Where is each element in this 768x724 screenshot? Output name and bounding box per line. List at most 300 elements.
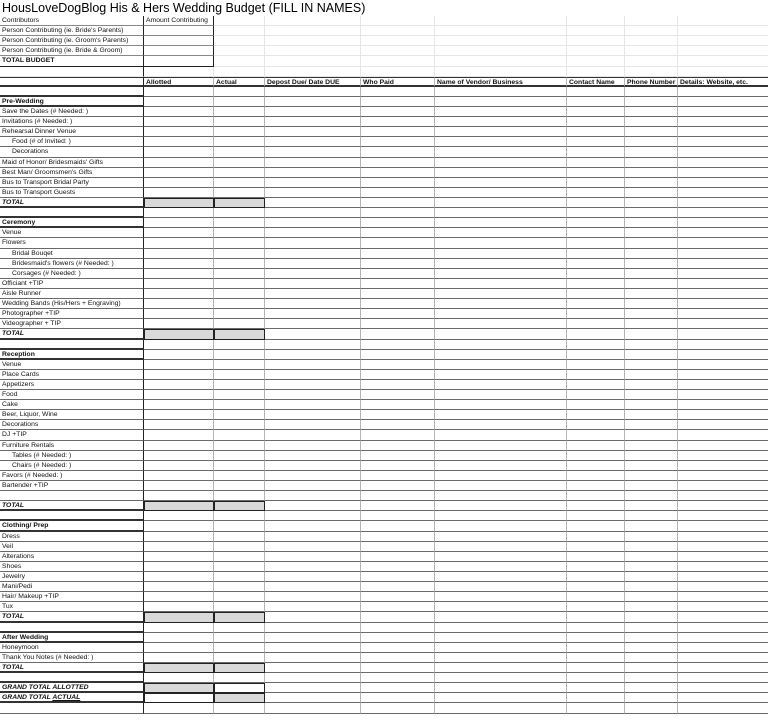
budget-input-cell[interactable]	[678, 127, 768, 137]
budget-input-cell[interactable]	[678, 582, 768, 592]
budget-input-cell[interactable]	[144, 238, 214, 248]
cell-col-2[interactable]	[214, 46, 265, 56]
cell-col-8[interactable]	[678, 56, 768, 66]
cell-col-3[interactable]	[265, 623, 361, 633]
budget-input-cell[interactable]	[214, 259, 265, 269]
cell-col-4[interactable]	[361, 26, 435, 36]
cell-col-6[interactable]	[567, 87, 625, 97]
cell-col-3[interactable]	[265, 663, 361, 673]
budget-input-cell[interactable]	[144, 552, 214, 562]
budget-input-cell[interactable]	[214, 370, 265, 380]
cell-col-8[interactable]	[678, 350, 768, 360]
budget-input-cell[interactable]	[144, 127, 214, 137]
cell-col-6[interactable]	[567, 623, 625, 633]
budget-input-cell[interactable]	[678, 420, 768, 430]
grand-total-actual-label[interactable]	[0, 693, 144, 703]
budget-input-cell[interactable]	[265, 309, 361, 319]
budget-input-cell[interactable]	[265, 572, 361, 582]
budget-input-cell[interactable]	[625, 491, 678, 501]
budget-input-cell[interactable]	[678, 370, 768, 380]
budget-input-cell[interactable]	[435, 481, 567, 491]
budget-input-cell[interactable]	[361, 441, 435, 451]
cell-col-7[interactable]	[625, 501, 678, 511]
budget-input-cell[interactable]	[265, 461, 361, 471]
cell-col-6[interactable]	[567, 633, 625, 643]
cell-col-4[interactable]	[361, 673, 435, 683]
budget-input-cell[interactable]	[265, 542, 361, 552]
budget-input-cell[interactable]	[567, 117, 625, 127]
budget-input-cell[interactable]	[567, 238, 625, 248]
budget-input-cell[interactable]	[678, 643, 768, 653]
budget-input-cell[interactable]	[265, 299, 361, 309]
budget-input-cell[interactable]	[625, 289, 678, 299]
budget-input-cell[interactable]	[144, 461, 214, 471]
budget-input-cell[interactable]	[265, 178, 361, 188]
budget-input-cell[interactable]	[214, 188, 265, 198]
budget-input-cell[interactable]	[678, 168, 768, 178]
cell-col-4[interactable]	[361, 208, 435, 218]
budget-input-cell[interactable]	[144, 137, 214, 147]
budget-item-label[interactable]: Best Man/ Groomsmen's Gifts	[0, 168, 144, 178]
budget-input-cell[interactable]	[144, 299, 214, 309]
cell-col-8[interactable]	[678, 218, 768, 228]
budget-input-cell[interactable]	[625, 542, 678, 552]
budget-input-cell[interactable]	[265, 228, 361, 238]
cell-col-8[interactable]	[678, 208, 768, 218]
cell-col-3[interactable]	[265, 340, 361, 350]
budget-input-cell[interactable]	[144, 491, 214, 501]
cell-col-2[interactable]	[214, 673, 265, 683]
grand-total-allotted-cell[interactable]	[144, 683, 214, 693]
budget-input-cell[interactable]	[567, 269, 625, 279]
budget-input-cell[interactable]	[678, 289, 768, 299]
budget-input-cell[interactable]	[361, 269, 435, 279]
cell-col-5[interactable]	[435, 501, 567, 511]
budget-input-cell[interactable]	[435, 147, 567, 157]
budget-item-label[interactable]: Beer, Liquor, Wine	[0, 410, 144, 420]
budget-input-cell[interactable]	[678, 491, 768, 501]
budget-input-cell[interactable]	[678, 532, 768, 542]
budget-input-cell[interactable]	[361, 491, 435, 501]
budget-input-cell[interactable]	[361, 107, 435, 117]
budget-input-cell[interactable]	[144, 471, 214, 481]
budget-input-cell[interactable]	[435, 653, 567, 663]
budget-input-cell[interactable]	[144, 451, 214, 461]
cell-col-1[interactable]	[144, 703, 214, 713]
budget-input-cell[interactable]	[678, 542, 768, 552]
cell-col-8[interactable]	[678, 26, 768, 36]
budget-input-cell[interactable]	[678, 107, 768, 117]
budget-input-cell[interactable]	[361, 360, 435, 370]
budget-item-label[interactable]: Veil	[0, 542, 144, 552]
budget-input-cell[interactable]	[361, 289, 435, 299]
budget-input-cell[interactable]	[265, 582, 361, 592]
budget-item-label[interactable]: Dress	[0, 532, 144, 542]
budget-input-cell[interactable]	[361, 249, 435, 259]
contributor-label[interactable]: Person Contributing (ie. Groom's Parents)	[0, 36, 144, 46]
budget-input-cell[interactable]	[144, 168, 214, 178]
budget-input-cell[interactable]	[435, 471, 567, 481]
budget-input-cell[interactable]	[678, 552, 768, 562]
budget-input-cell[interactable]	[625, 451, 678, 461]
cell-col-3[interactable]	[265, 350, 361, 360]
budget-input-cell[interactable]	[144, 319, 214, 329]
cell-col-1[interactable]	[144, 340, 214, 350]
cell-col-5[interactable]	[435, 87, 567, 97]
cell-col-0[interactable]	[0, 87, 144, 97]
budget-input-cell[interactable]	[625, 238, 678, 248]
budget-input-cell[interactable]	[265, 481, 361, 491]
cell-col-3[interactable]	[265, 693, 361, 703]
cell-col-6[interactable]	[567, 683, 625, 693]
contributors-header[interactable]: Contributors	[0, 16, 144, 26]
cell-col-0[interactable]	[0, 340, 144, 350]
budget-input-cell[interactable]	[625, 572, 678, 582]
budget-input-cell[interactable]	[625, 117, 678, 127]
budget-input-cell[interactable]	[435, 137, 567, 147]
cell-col-5[interactable]	[435, 329, 567, 339]
budget-input-cell[interactable]	[265, 552, 361, 562]
cell-col-7[interactable]	[625, 663, 678, 673]
budget-input-cell[interactable]	[678, 360, 768, 370]
cell-col-7[interactable]	[625, 350, 678, 360]
cell-col-1[interactable]	[144, 208, 214, 218]
budget-input-cell[interactable]	[678, 410, 768, 420]
budget-input-cell[interactable]	[678, 592, 768, 602]
budget-input-cell[interactable]	[144, 430, 214, 440]
budget-input-cell[interactable]	[435, 410, 567, 420]
cell-col-4[interactable]	[361, 521, 435, 531]
budget-input-cell[interactable]	[625, 107, 678, 117]
budget-input-cell[interactable]	[144, 410, 214, 420]
budget-input-cell[interactable]	[361, 319, 435, 329]
budget-item-label[interactable]: Place Cards	[0, 370, 144, 380]
budget-input-cell[interactable]	[265, 370, 361, 380]
budget-input-cell[interactable]	[567, 188, 625, 198]
budget-input-cell[interactable]	[214, 461, 265, 471]
budget-input-cell[interactable]	[265, 592, 361, 602]
cell-col-8[interactable]	[678, 623, 768, 633]
budget-input-cell[interactable]	[678, 269, 768, 279]
cell-col-3[interactable]	[265, 521, 361, 531]
budget-input-cell[interactable]	[567, 420, 625, 430]
budget-input-cell[interactable]	[214, 592, 265, 602]
budget-input-cell[interactable]	[625, 299, 678, 309]
budget-input-cell[interactable]	[144, 269, 214, 279]
cell-col-3[interactable]	[265, 36, 361, 46]
budget-input-cell[interactable]	[567, 249, 625, 259]
column-header-who-paid[interactable]: Who Paid	[361, 77, 435, 87]
cell-col-4[interactable]	[361, 511, 435, 521]
budget-input-cell[interactable]	[361, 461, 435, 471]
budget-input-cell[interactable]	[361, 178, 435, 188]
cell-col-1[interactable]	[144, 633, 214, 643]
budget-input-cell[interactable]	[567, 228, 625, 238]
cell-col-3[interactable]	[265, 56, 361, 66]
cell-col-1[interactable]	[144, 218, 214, 228]
budget-input-cell[interactable]	[435, 249, 567, 259]
budget-input-cell[interactable]	[361, 188, 435, 198]
budget-input-cell[interactable]	[567, 168, 625, 178]
cell-col-3[interactable]	[265, 673, 361, 683]
budget-input-cell[interactable]	[625, 360, 678, 370]
budget-item-label[interactable]: Officiant +TIP	[0, 279, 144, 289]
budget-input-cell[interactable]	[625, 481, 678, 491]
budget-input-cell[interactable]	[567, 178, 625, 188]
budget-input-cell[interactable]	[435, 238, 567, 248]
budget-item-label[interactable]: Alterations	[0, 552, 144, 562]
cell-col-4[interactable]	[361, 198, 435, 208]
budget-input-cell[interactable]	[625, 643, 678, 653]
cell-col-7[interactable]	[625, 693, 678, 703]
budget-input-cell[interactable]	[435, 370, 567, 380]
budget-input-cell[interactable]	[435, 643, 567, 653]
total-budget-amount-cell[interactable]	[144, 56, 214, 66]
budget-input-cell[interactable]	[214, 410, 265, 420]
budget-input-cell[interactable]	[361, 158, 435, 168]
budget-input-cell[interactable]	[265, 430, 361, 440]
budget-item-label[interactable]: Bus to Transport Guests	[0, 188, 144, 198]
budget-input-cell[interactable]	[144, 178, 214, 188]
budget-input-cell[interactable]	[144, 158, 214, 168]
cell-col-2[interactable]	[214, 208, 265, 218]
budget-input-cell[interactable]	[265, 259, 361, 269]
contributor-amount-cell[interactable]	[144, 46, 214, 56]
budget-input-cell[interactable]	[265, 643, 361, 653]
budget-input-cell[interactable]	[567, 471, 625, 481]
budget-input-cell[interactable]	[214, 107, 265, 117]
budget-input-cell[interactable]	[144, 228, 214, 238]
budget-input-cell[interactable]	[144, 370, 214, 380]
budget-item-label[interactable]: Decorations	[0, 420, 144, 430]
budget-input-cell[interactable]	[678, 471, 768, 481]
budget-input-cell[interactable]	[625, 158, 678, 168]
cell-col-6[interactable]	[567, 521, 625, 531]
budget-input-cell[interactable]	[214, 441, 265, 451]
cell-col-6[interactable]	[567, 67, 625, 77]
budget-input-cell[interactable]	[214, 269, 265, 279]
cell-col-4[interactable]	[361, 623, 435, 633]
cell-col-8[interactable]	[678, 521, 768, 531]
budget-input-cell[interactable]	[567, 653, 625, 663]
cell-col-7[interactable]	[625, 218, 678, 228]
cell-col-4[interactable]	[361, 693, 435, 703]
cell-col-3[interactable]	[265, 16, 361, 26]
cell-col-4[interactable]	[361, 56, 435, 66]
grand-total-actual-cell[interactable]	[214, 693, 265, 703]
budget-input-cell[interactable]	[265, 107, 361, 117]
budget-item-label[interactable]: Wedding Bands (His/Hers + Engraving)	[0, 299, 144, 309]
budget-input-cell[interactable]	[361, 602, 435, 612]
total-allotted-cell[interactable]	[144, 663, 214, 673]
grand-total-actual-allotted-cell[interactable]	[144, 693, 214, 703]
cell-col-7[interactable]	[625, 36, 678, 46]
budget-input-cell[interactable]	[361, 390, 435, 400]
total-allotted-cell[interactable]	[144, 612, 214, 622]
cell-col-3[interactable]	[265, 683, 361, 693]
cell-col-6[interactable]	[567, 46, 625, 56]
budget-item-label[interactable]: Videographer + TIP	[0, 319, 144, 329]
budget-input-cell[interactable]	[567, 430, 625, 440]
cell-col-4[interactable]	[361, 501, 435, 511]
budget-input-cell[interactable]	[144, 249, 214, 259]
budget-item-label[interactable]: Mani/Pedi	[0, 582, 144, 592]
budget-input-cell[interactable]	[361, 299, 435, 309]
budget-item-label[interactable]: Flowers	[0, 238, 144, 248]
budget-input-cell[interactable]	[435, 269, 567, 279]
cell-col-5[interactable]	[435, 703, 567, 713]
cell-col-5[interactable]	[435, 612, 567, 622]
budget-item-label[interactable]: Jewelry	[0, 572, 144, 582]
budget-input-cell[interactable]	[361, 279, 435, 289]
budget-input-cell[interactable]	[214, 481, 265, 491]
budget-input-cell[interactable]	[435, 400, 567, 410]
budget-input-cell[interactable]	[567, 289, 625, 299]
budget-input-cell[interactable]	[361, 542, 435, 552]
cell-col-2[interactable]	[214, 340, 265, 350]
cell-col-7[interactable]	[625, 97, 678, 107]
cell-col-2[interactable]	[214, 56, 265, 66]
budget-item-label[interactable]: Hair/ Makeup +TIP	[0, 592, 144, 602]
budget-input-cell[interactable]	[265, 168, 361, 178]
budget-item-label[interactable]: Maid of Honor/ Bridesmaids' Gifts	[0, 158, 144, 168]
budget-input-cell[interactable]	[361, 653, 435, 663]
budget-input-cell[interactable]	[361, 117, 435, 127]
budget-input-cell[interactable]	[567, 390, 625, 400]
cell-col-8[interactable]	[678, 633, 768, 643]
cell-col-6[interactable]	[567, 198, 625, 208]
budget-input-cell[interactable]	[214, 542, 265, 552]
budget-input-cell[interactable]	[265, 137, 361, 147]
section-total-label[interactable]: TOTAL	[0, 329, 144, 339]
budget-input-cell[interactable]	[625, 370, 678, 380]
budget-input-cell[interactable]	[678, 602, 768, 612]
cell-col-5[interactable]	[435, 198, 567, 208]
cell-col-8[interactable]	[678, 198, 768, 208]
cell-col-4[interactable]	[361, 67, 435, 77]
cell-col-5[interactable]	[435, 693, 567, 703]
budget-input-cell[interactable]	[678, 319, 768, 329]
cell-col-6[interactable]	[567, 218, 625, 228]
budget-input-cell[interactable]	[435, 127, 567, 137]
budget-item-label[interactable]: Bridesmaid's flowers (# Needed: )	[0, 259, 144, 269]
cell-col-4[interactable]	[361, 350, 435, 360]
column-header-allotted[interactable]: Allotted	[144, 77, 214, 87]
cell-col-6[interactable]	[567, 329, 625, 339]
cell-col-3[interactable]	[265, 612, 361, 622]
budget-input-cell[interactable]	[265, 471, 361, 481]
budget-input-cell[interactable]	[625, 178, 678, 188]
cell-col-6[interactable]	[567, 612, 625, 622]
budget-input-cell[interactable]	[567, 481, 625, 491]
budget-input-cell[interactable]	[361, 532, 435, 542]
budget-item-label[interactable]: Shoes	[0, 562, 144, 572]
budget-input-cell[interactable]	[625, 430, 678, 440]
cell-col-1[interactable]	[144, 97, 214, 107]
budget-input-cell[interactable]	[435, 491, 567, 501]
cell-col-7[interactable]	[625, 703, 678, 713]
budget-input-cell[interactable]	[435, 259, 567, 269]
budget-input-cell[interactable]	[214, 127, 265, 137]
budget-input-cell[interactable]	[265, 653, 361, 663]
budget-input-cell[interactable]	[678, 279, 768, 289]
budget-input-cell[interactable]	[361, 168, 435, 178]
budget-input-cell[interactable]	[144, 289, 214, 299]
cell-col-4[interactable]	[361, 663, 435, 673]
cell-col-5[interactable]	[435, 340, 567, 350]
cell-col-8[interactable]	[678, 46, 768, 56]
grand-total-allotted-label[interactable]: GRAND TOTAL ALLOTTED	[0, 683, 144, 693]
budget-input-cell[interactable]	[625, 602, 678, 612]
budget-item-label[interactable]: Save the Dates (# Needed: )	[0, 107, 144, 117]
budget-input-cell[interactable]	[567, 552, 625, 562]
budget-input-cell[interactable]	[567, 602, 625, 612]
total-actual-cell[interactable]	[214, 198, 265, 208]
cell-col-6[interactable]	[567, 97, 625, 107]
budget-input-cell[interactable]	[435, 602, 567, 612]
budget-input-cell[interactable]	[361, 420, 435, 430]
budget-input-cell[interactable]	[567, 380, 625, 390]
budget-item-label[interactable]	[0, 491, 144, 501]
budget-input-cell[interactable]	[567, 259, 625, 269]
budget-input-cell[interactable]	[435, 461, 567, 471]
budget-input-cell[interactable]	[435, 178, 567, 188]
cell-col-2[interactable]	[214, 633, 265, 643]
budget-input-cell[interactable]	[435, 532, 567, 542]
budget-input-cell[interactable]	[265, 400, 361, 410]
budget-input-cell[interactable]	[678, 653, 768, 663]
budget-input-cell[interactable]	[435, 430, 567, 440]
cell-col-7[interactable]	[625, 633, 678, 643]
budget-input-cell[interactable]	[265, 420, 361, 430]
budget-input-cell[interactable]	[625, 410, 678, 420]
budget-input-cell[interactable]	[435, 420, 567, 430]
cell-col-8[interactable]	[678, 16, 768, 26]
budget-input-cell[interactable]	[214, 147, 265, 157]
cell-col-2[interactable]	[214, 36, 265, 46]
cell-col-4[interactable]	[361, 97, 435, 107]
cell-col-7[interactable]	[625, 612, 678, 622]
cell-col-3[interactable]	[265, 703, 361, 713]
budget-input-cell[interactable]	[214, 562, 265, 572]
total-allotted-cell[interactable]	[144, 501, 214, 511]
budget-input-cell[interactable]	[435, 380, 567, 390]
budget-item-label[interactable]: Venue	[0, 228, 144, 238]
budget-input-cell[interactable]	[567, 451, 625, 461]
section-header[interactable]: Pre-Wedding	[0, 97, 144, 107]
budget-input-cell[interactable]	[567, 107, 625, 117]
cell-col-6[interactable]	[567, 26, 625, 36]
cell-col-4[interactable]	[361, 612, 435, 622]
budget-input-cell[interactable]	[144, 259, 214, 269]
budget-input-cell[interactable]	[361, 238, 435, 248]
cell-col-5[interactable]	[435, 46, 567, 56]
budget-input-cell[interactable]	[265, 491, 361, 501]
budget-input-cell[interactable]	[678, 228, 768, 238]
budget-input-cell[interactable]	[265, 319, 361, 329]
budget-input-cell[interactable]	[435, 582, 567, 592]
budget-item-label[interactable]: DJ +TIP	[0, 430, 144, 440]
budget-input-cell[interactable]	[265, 451, 361, 461]
column-header-actual[interactable]: Actual	[214, 77, 265, 87]
budget-input-cell[interactable]	[361, 228, 435, 238]
budget-input-cell[interactable]	[567, 137, 625, 147]
budget-input-cell[interactable]	[678, 117, 768, 127]
budget-input-cell[interactable]	[265, 562, 361, 572]
cell-col-8[interactable]	[678, 340, 768, 350]
section-total-label[interactable]: TOTAL	[0, 663, 144, 673]
budget-input-cell[interactable]	[214, 602, 265, 612]
